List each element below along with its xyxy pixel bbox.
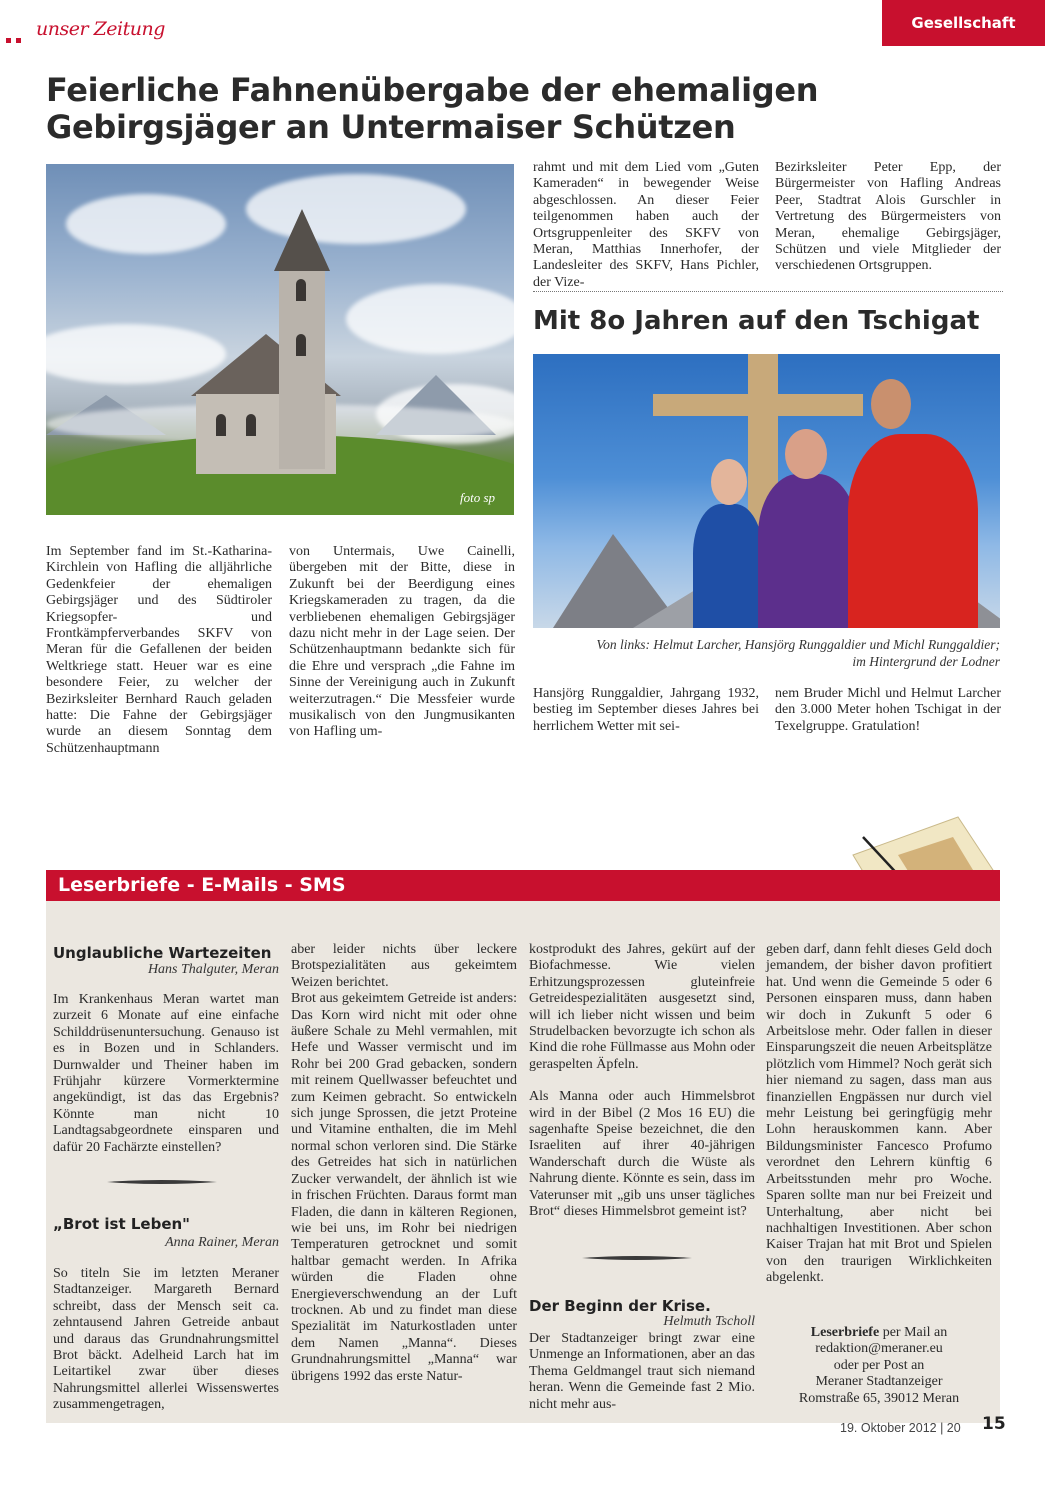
letter-title: Der Beginn der Krise.: [529, 1297, 711, 1315]
contact-email: redaktion@meraner.eu: [815, 1341, 943, 1357]
photo-caption: [533, 636, 1000, 670]
letter-title: Unglaubliche Wartezeiten: [53, 944, 272, 962]
publication-logo: unser Zeitung: [36, 18, 165, 40]
article1-column1: Im September fand im St.-Katharina-Kirchlein von Hafling die alljährliche Gedenkfeier der ehemaligen Gebirgsjäger und des Südtiroler Kriegsopfer- und Frontkämpferverbandes SKFV von Meran für die Gefallenen der beiden Weltkriege statt. Heuer war es eine besondere Feier, zu welcher der Bezirksleiter Bernhard Rauch geladen hatte: Die Fahne der Gebirgsjäger wurde an diesem Sonntag dem Schützenhauptmann: [46, 544, 272, 756]
caption-line: Von links: Helmut Larcher, Hansjörg Runggaldier und Michl Runggaldier;: [596, 637, 1000, 652]
letter-author: Anna Rainer, Meran: [165, 1235, 279, 1250]
photo-credit: foto sp: [460, 490, 496, 505]
contact-label: Leserbriefe: [810, 1325, 880, 1340]
logo-dots: [6, 30, 32, 38]
article2-headline: Mit 8o Jahren auf den Tschigat: [533, 306, 980, 336]
letter-body-column: [529, 942, 755, 1221]
summit-photo: [533, 354, 1000, 628]
letter-body-column: [291, 942, 517, 1385]
article1-column3: rahmt und mit dem Lied vom „Guten Kameraden“ in bewegender Weise abgeschlossen. An dieser Feier teilgenommen haben auch der Ortsgruppenleiter des SKFV von Meran, Matthias Innerhofer, der Landesleiter des SKFV, Hans Pichler, der Vize-: [533, 160, 759, 290]
letter-title: „Brot ist Leben": [53, 1215, 190, 1233]
page-number: 15: [982, 1414, 1006, 1434]
footer-date: 19. Oktober 2012 | 20: [840, 1421, 961, 1435]
pen-divider-icon: [105, 1177, 220, 1187]
article-divider: [533, 291, 1003, 292]
church-photo: [46, 164, 514, 515]
letter-body: Im Krankenhaus Meran wartet man zurzeit 6 Monate auf eine einfache Schilddrüsenuntersuchung. Genauso ist es in Bozen und in Schlanders. Durnwalder und Theiner haben im Frühjahr kürzere Vormerktermine angekündigt, ist das das Ergebnis? Könnte man nicht 10 Landtagsabgeordnete einsparen und dafür 20 Fachärzte einstellen?: [53, 992, 279, 1155]
article-headline: Feierliche Fahnenübergabe der ehemaligen Gebirgsjäger an Untermaiser Schützen: [46, 71, 819, 146]
letter-body-column: geben darf, dann fehlt dieses Geld doch jemandem, der bisher davon profitiert hat. Und wenn die Gemeinde 5 oder 6 Personen einsparen muss, dann haben wir doch in Zukunft 5 oder 6 Arbeitslose mehr. Oder fallen in dieser Einsparungszeit die neuen Arbeitsplätze plötzlich vom Himmel? Noch gerät sich hier niemand zu sagen, dass man aus finanziellen Engpässen nur durch viel mehr Leistung bei geringfügig mehr Lohn herauskommen kann. Aber Bildungsminister Fancesco Profumo verordnet den Lehrern künftig 6 Arbeitsstunden mehr pro Woche. Sparen sollte man nur bei Freizeit und Unterhaltung, aber nicht bei nachhaltigen Investitionen. Aber schon Kaiser Trajan hat mit Brot und Spielen von den traurigen Wirklichkeiten abgelenkt.: [766, 942, 992, 1286]
letter-paragraph: aber leider nichts über leckere Brotspezialitäten aus gekeimtem Weizen berichtet.: [291, 942, 517, 990]
letter-author: Hans Thalguter, Meran: [147, 962, 279, 977]
contact-line: Meraner Stadtanzeiger: [815, 1374, 943, 1390]
letter-author: Helmuth Tscholl: [663, 1314, 755, 1329]
letters-contact-info: [766, 1325, 992, 1407]
contact-address: Romstraße 65, 39012 Meran: [798, 1390, 960, 1406]
contact-line: oder per Post an: [833, 1357, 925, 1373]
article1-column2: von Untermais, Uwe Cainelli, übergeben mit der Bitte, diese in Zukunft bei der Beerdigung eines Kriegskameraden zu tragen, da die verbliebenen ehemaligen Gebirgsjäger dazu nicht mehr in der Lage seien. Der Schützenhauptmann bedankte sich für die Ehre und versprach „die Fahne im Sinne der Vereinigung auch in Zukunft weiterzutragen.“ Die Messfeier wurde musikalisch von den Jungmusikanten von Hafling um-: [289, 544, 515, 740]
section-tab: Gesellschaft: [882, 0, 1045, 46]
letter-paragraph: Als Manna oder auch Himmelsbrot wird in der Bibel (2 Mos 16 EU) die sagenhafte Speise bezeichnet, die den Israeliten auf ihrer 40-jährigen Wanderschaft durch die Wüste als Nahrung diente. Könnte es sein, dass im Vaterunser mit „gib uns unser tägliches Brot“ dieses Himmelsbrot gemeint ist?: [529, 1089, 755, 1220]
letter-body: Der Stadtanzeiger bringt zwar eine Unmenge an Informationen, aber an das Thema Geldmangel traut sich niemand heran. Wenn die Gemeinde fast 2 Mio. nicht mehr aus-: [529, 1331, 755, 1412]
article1-column4: Bezirksleiter Peter Epp, der Bürgermeister von Hafling Andreas Peer, Stadtrat Alois Gurschler in Vertretung des Bürgermeisters von Meran, ehemalige Gebirgsjäger, Schützen und viele Mitglieder der verschiedenen Ortsgruppen.: [775, 160, 1001, 274]
pen-divider-icon: [580, 1253, 695, 1263]
article2-column1: Hansjörg Runggaldier, Jahrgang 1932, bestieg im September dieses Jahres bei herrlichem Wetter mit sei-: [533, 686, 759, 734]
letter-paragraph: kostprodukt des Jahres, gekürt auf der Biofachmesse. Wie vielen Erhitzungsprozessen gluteinfreie Getreidespezialitäten ausgesetzt sind, will ich lieber nicht wissen und beim Strudelbacken bevorzugte ich schon als Kind die rohe Füllmasse aus Mohn oder geraspelten Äpfeln.: [529, 942, 755, 1072]
letters-section-title: Leserbriefe - E-Mails - SMS: [58, 874, 346, 896]
caption-line: im Hintergrund der Lodner: [852, 654, 1000, 669]
article2-column2: nem Bruder Michl und Helmut Larcher den 3.000 Meter hohen Tschigat in der Texelgruppe. Gratulation!: [775, 686, 1001, 734]
contact-line: per Mail an: [879, 1325, 948, 1340]
letter-paragraph: Brot aus gekeimtem Getreide ist anders: Das Korn wird nicht mit oder ohne äußere Schale zu Mehl vermahlen, mit Hefe und Wasser vermischt und im Rohr bei 200 Grad gebacken, sondern mit reinem Quellwasser befeuchtet und zum Keimen gebracht. So entwickeln sich junge Sprossen, die jetzt Proteine und Vitamine enthalten, die im Mehl normal schon verloren sind. Die Stärke des Getreides hat sich in natürlichen Zucker verwandelt, der ähnlich ist wie in frischen Früchten. Daraus formt man Fladen, die dann in kälteren Regionen, wie bei uns, im Rohr bei niedrigen Temperaturen getrocknet und somit haltbar gemacht werden. In Afrika würden die Fladen ohne Energieverschwendung an der Luft trocknen. Ab und zu findet man diese Spezialität im Naturkostladen unter dem Namen „Manna“. Dieses Grundnahrungsmittel „Manna“ war übrigens 1992 das erste Natur-: [291, 991, 517, 1384]
letter-body: So titeln Sie im letzten Meraner Stadtanzeiger. Margareth Bernard schreibt, dass der Mensch seit ca. zehntausend Jahren Getreide anbaut und daraus das Grundnahrungsmittel Brot bäckt. Adelheid Larch hat im Leitartikel zwar über dieses Nahrungsmittel allerlei Wissenswertes zusammengetragen,: [53, 1266, 279, 1413]
